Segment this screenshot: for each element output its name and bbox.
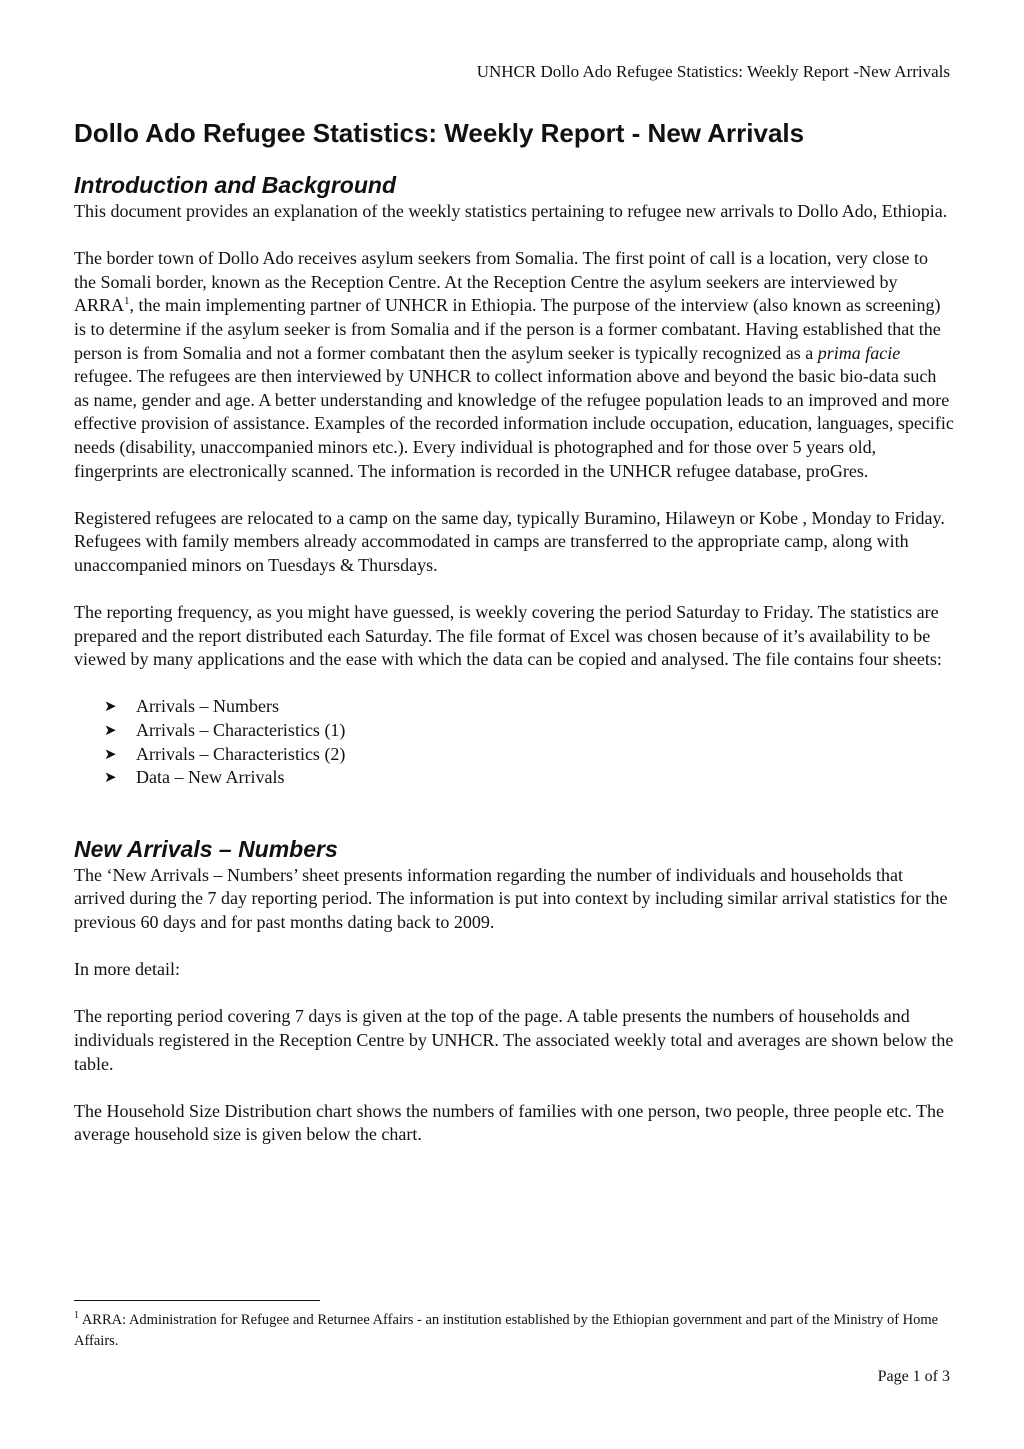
intro-paragraph-2-part-c: refugee. The refugees are then interviewed by UNHCR to collect information above and beyond the basic bio-data such as name, gender and age. A better understanding and knowledge of the refugee population leads to an improved and more effective provision of assistance. Examples of the recorded information include occupation, education, languages, specific needs (disability, unaccompanied minors etc.). Every individual is photographed and for those over 5 years old, fingerprints are electronically scanned. The information is recorded in the UNHCR refugee database, proGres. xyxy=(74,366,954,481)
arrowhead-bullet-icon: ➤ xyxy=(104,721,117,740)
list-item xyxy=(104,743,954,767)
intro-paragraph-2 xyxy=(74,247,954,483)
list-item-text: Arrivals – Numbers xyxy=(136,696,279,717)
list-item-text: Arrivals – Characteristics (2) xyxy=(136,743,346,764)
list-item-text: Arrivals – Characteristics (1) xyxy=(136,720,346,741)
numbers-paragraph-4: The Household Size Distribution chart shows the numbers of families with one person, two people, three people etc. The average household size is given below the chart. xyxy=(74,1100,944,1145)
intro-paragraph-1: This document provides an explanation of the weekly statistics pertaining to refugee new arrivals to Dollo Ado, Ethiopia. xyxy=(74,201,948,221)
footnote-marker: 1 xyxy=(74,1310,79,1322)
intro-paragraph-2-part-a: The border town of Dollo Ado receives asylum seekers from Somalia. The first point of call is a location, very close to the Somali border, known as the Reception Centre. At the Reception Centre the asylum seekers are interviewed by ARRA xyxy=(74,248,928,316)
footnote xyxy=(74,1310,954,1352)
intro-paragraph-2-part-b: , the main implementing partner of UNHCR in Ethiopia. The purpose of the interview (also known as screening) is to determine if the asylum seeker is from Somalia and if the person is a former combatant. Having established that the person is from Somalia and not a former combatant then the asylum seeker is typically recognized as a xyxy=(74,295,941,363)
prima-facie-term: prima facie xyxy=(817,342,901,363)
intro-paragraph-4: The reporting frequency, as you might have guessed, is weekly covering the period Saturday to Friday. The statistics are prepared and the report distributed each Saturday. The file format of Excel was chosen because of it’s availability to be viewed by many applications and the ease with which the data can be copied and analysed. The file contains four sheets: xyxy=(74,602,942,670)
arrowhead-bullet-icon: ➤ xyxy=(104,697,117,716)
footnote-reference: 1 xyxy=(124,295,130,308)
list-item-text: Data – New Arrivals xyxy=(136,767,285,788)
arrowhead-bullet-icon: ➤ xyxy=(104,744,117,763)
footnote-divider xyxy=(74,1300,320,1301)
section-heading-new-arrivals-numbers: New Arrivals – Numbers xyxy=(74,835,338,862)
sheet-list xyxy=(104,695,954,789)
document-title: Dollo Ado Refugee Statistics: Weekly Report - New Arrivals xyxy=(74,118,805,148)
document-body xyxy=(74,116,954,1171)
section-heading-introduction: Introduction and Background xyxy=(74,172,396,198)
intro-paragraph-3: Registered refugees are relocated to a camp on the same day, typically Buramino, Hilaweyn or Kobe , Monday to Friday. Refugees with family members already accommodated in camps are transferred to the appropriate camp, along with unaccompanied minors on Tuesdays & Thursdays. xyxy=(74,507,945,575)
list-item xyxy=(104,719,954,743)
arrowhead-bullet-icon: ➤ xyxy=(104,768,117,787)
numbers-paragraph-3: The reporting period covering 7 days is given at the top of the page. A table presents the numbers of households and individuals registered in the Reception Centre by UNHCR. The associated weekly total and averages are shown below the table. xyxy=(74,1006,954,1074)
running-header: UNHCR Dollo Ado Refugee Statistics: Weekly Report -New Arrivals xyxy=(476,62,950,81)
numbers-paragraph-1: The ‘New Arrivals – Numbers’ sheet presents information regarding the number of individuals and households that arrived during the 7 day reporting period. The information is put into context by including similar arrival statistics for the previous 60 days and for past months dating back to 2009. xyxy=(74,864,948,933)
footnote-text: ARRA: Administration for Refugee and Returnee Affairs - an institution established by the Ethiopian government and part of the Ministry of Home Affairs. xyxy=(74,1312,939,1349)
list-item xyxy=(104,766,954,790)
list-item xyxy=(104,695,954,719)
numbers-paragraph-2: In more detail: xyxy=(74,959,180,980)
page-number: Page 1 of 3 xyxy=(877,1368,950,1385)
